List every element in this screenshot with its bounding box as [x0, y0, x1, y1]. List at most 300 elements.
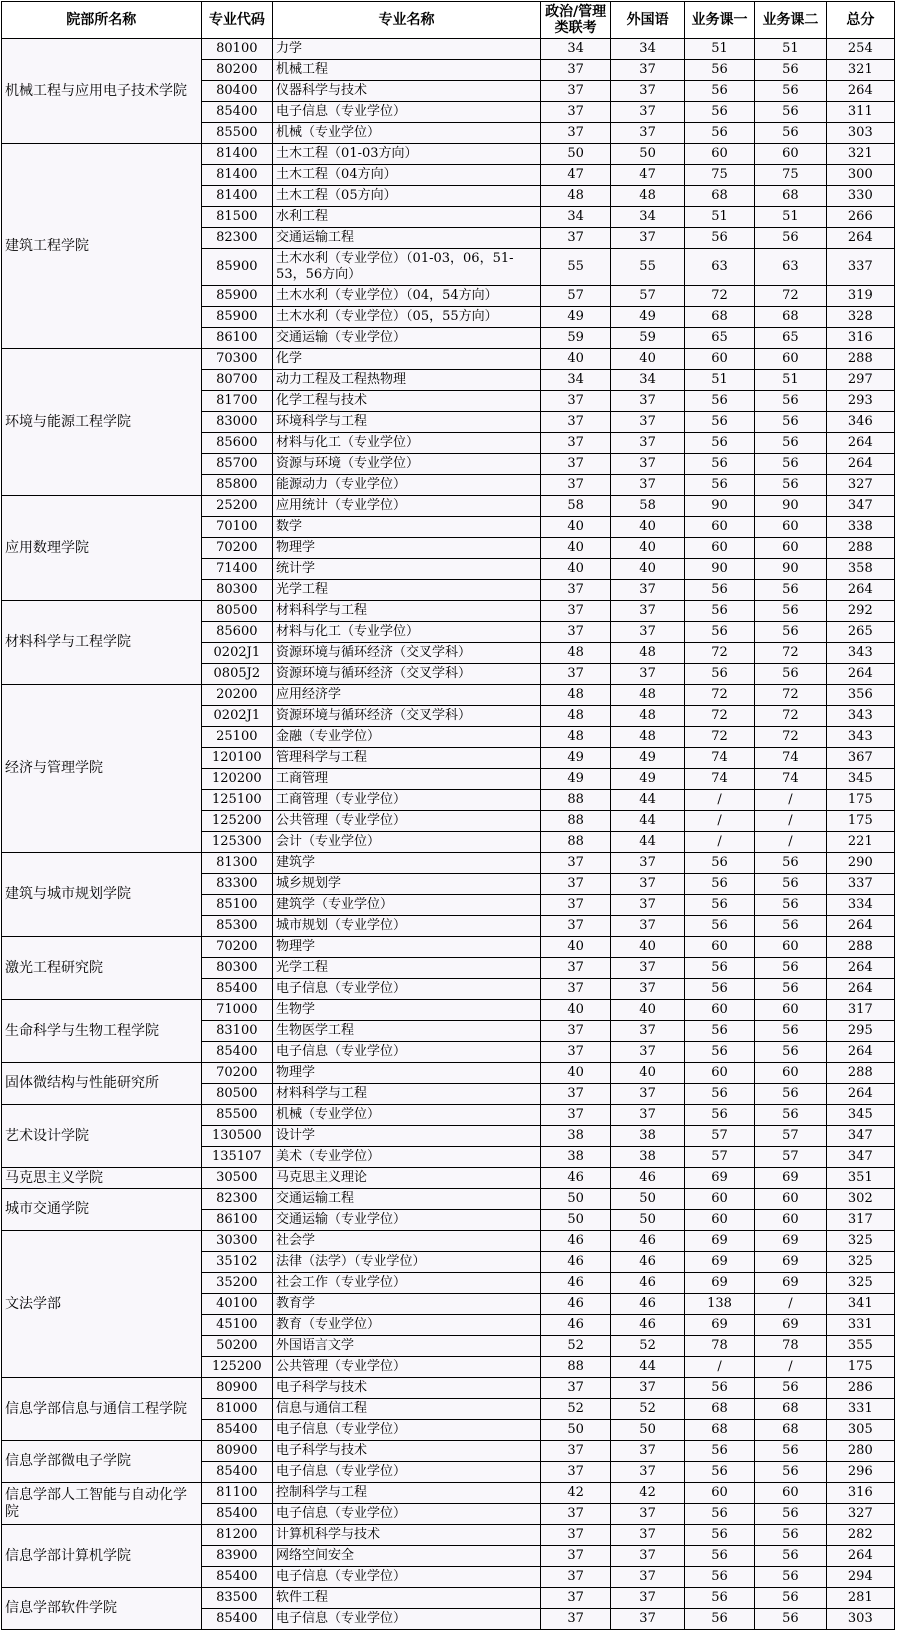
course2-cell: 60: [755, 937, 826, 958]
major-cell: 机械工程: [273, 60, 541, 81]
total-cell: 264: [826, 580, 894, 601]
politics-cell: 37: [540, 979, 610, 1000]
total-cell: 325: [826, 1252, 894, 1273]
course2-cell: 60: [755, 1483, 826, 1504]
total-cell: 296: [826, 1462, 894, 1483]
politics-cell: 37: [540, 874, 610, 895]
course2-cell: 68: [755, 307, 826, 328]
course2-cell: 65: [755, 328, 826, 349]
total-cell: 351: [826, 1168, 894, 1189]
major-cell: 资源环境与循环经济（交叉学科）: [273, 706, 541, 727]
foreign-cell: 37: [611, 580, 685, 601]
course2-cell: 56: [755, 664, 826, 685]
course1-cell: 65: [684, 328, 754, 349]
politics-cell: 37: [540, 601, 610, 622]
major-cell: 计算机科学与技术: [273, 1525, 541, 1546]
dept-cell: 建筑工程学院: [2, 144, 202, 349]
politics-cell: 37: [540, 454, 610, 475]
dept-cell: 信息学部软件学院: [2, 1588, 202, 1630]
course1-cell: 56: [684, 874, 754, 895]
code-cell: 85400: [201, 1609, 272, 1630]
course1-cell: 60: [684, 1210, 754, 1231]
politics-cell: 40: [540, 559, 610, 580]
total-cell: 294: [826, 1567, 894, 1588]
course2-cell: 56: [755, 1504, 826, 1525]
course2-cell: 72: [755, 685, 826, 706]
course2-cell: 60: [755, 1189, 826, 1210]
dept-cell: 信息学部计算机学院: [2, 1525, 202, 1588]
course1-cell: 56: [684, 958, 754, 979]
course1-cell: 60: [684, 538, 754, 559]
code-cell: 83900: [201, 1546, 272, 1567]
dept-cell: 生命科学与生物工程学院: [2, 1000, 202, 1063]
foreign-cell: 34: [611, 39, 685, 60]
major-cell: 土木水利（专业学位）（04，54方向）: [273, 286, 541, 307]
code-cell: 71000: [201, 1000, 272, 1021]
course2-cell: 56: [755, 853, 826, 874]
major-cell: 管理科学与工程: [273, 748, 541, 769]
course2-cell: 60: [755, 538, 826, 559]
course2-cell: 74: [755, 748, 826, 769]
politics-cell: 37: [540, 895, 610, 916]
dept-cell: 信息学部微电子学院: [2, 1441, 202, 1483]
politics-cell: 49: [540, 307, 610, 328]
course2-cell: 90: [755, 559, 826, 580]
major-cell: 土木工程（01-03方向）: [273, 144, 541, 165]
major-cell: 社会学: [273, 1231, 541, 1252]
total-cell: 347: [826, 1147, 894, 1168]
course1-cell: 56: [684, 580, 754, 601]
course2-cell: 68: [755, 1420, 826, 1441]
course1-cell: 72: [684, 706, 754, 727]
code-cell: 81500: [201, 207, 272, 228]
course2-cell: 56: [755, 1462, 826, 1483]
politics-cell: 46: [540, 1294, 610, 1315]
course2-cell: 56: [755, 475, 826, 496]
major-cell: 电子信息（专业学位）: [273, 1609, 541, 1630]
header-code: 专业代码: [201, 2, 272, 39]
major-cell: 土木工程（04方向）: [273, 165, 541, 186]
code-cell: 82300: [201, 228, 272, 249]
course2-cell: 56: [755, 1609, 826, 1630]
table-row: [2, 144, 895, 165]
course1-cell: 56: [684, 1042, 754, 1063]
politics-cell: 40: [540, 517, 610, 538]
major-cell: 生物学: [273, 1000, 541, 1021]
foreign-cell: 52: [611, 1399, 685, 1420]
total-cell: 330: [826, 186, 894, 207]
code-cell: 125300: [201, 832, 272, 853]
course1-cell: 72: [684, 727, 754, 748]
code-cell: 86100: [201, 1210, 272, 1231]
major-cell: 能源动力（专业学位）: [273, 475, 541, 496]
code-cell: 70200: [201, 1063, 272, 1084]
course1-cell: 90: [684, 496, 754, 517]
code-cell: 125100: [201, 790, 272, 811]
foreign-cell: 37: [611, 102, 685, 123]
politics-cell: 37: [540, 102, 610, 123]
table-row: [2, 1105, 895, 1126]
course1-cell: 68: [684, 307, 754, 328]
total-cell: 347: [826, 496, 894, 517]
code-cell: 85400: [201, 1420, 272, 1441]
foreign-cell: 37: [611, 601, 685, 622]
politics-cell: 46: [540, 1231, 610, 1252]
foreign-cell: 34: [611, 207, 685, 228]
major-cell: 会计（专业学位）: [273, 832, 541, 853]
foreign-cell: 37: [611, 853, 685, 874]
total-cell: 264: [826, 958, 894, 979]
total-cell: 347: [826, 1126, 894, 1147]
header-foreign: 外国语: [611, 2, 685, 39]
course2-cell: 56: [755, 1105, 826, 1126]
course1-cell: 56: [684, 1462, 754, 1483]
code-cell: 86100: [201, 328, 272, 349]
code-cell: 80400: [201, 81, 272, 102]
course1-cell: 56: [684, 1504, 754, 1525]
course2-cell: 56: [755, 1567, 826, 1588]
politics-cell: 52: [540, 1399, 610, 1420]
course1-cell: 56: [684, 391, 754, 412]
code-cell: 130500: [201, 1126, 272, 1147]
code-cell: 81100: [201, 1483, 272, 1504]
foreign-cell: 37: [611, 664, 685, 685]
total-cell: 316: [826, 1483, 894, 1504]
total-cell: 175: [826, 1357, 894, 1378]
total-cell: 282: [826, 1525, 894, 1546]
total-cell: 331: [826, 1399, 894, 1420]
foreign-cell: 48: [611, 685, 685, 706]
major-cell: 资源环境与循环经济（交叉学科）: [273, 643, 541, 664]
total-cell: 325: [826, 1273, 894, 1294]
major-cell: 资源与环境（专业学位）: [273, 454, 541, 475]
code-cell: 85900: [201, 286, 272, 307]
foreign-cell: 37: [611, 433, 685, 454]
politics-cell: 37: [540, 1021, 610, 1042]
foreign-cell: 58: [611, 496, 685, 517]
code-cell: 35102: [201, 1252, 272, 1273]
politics-cell: 37: [540, 475, 610, 496]
course2-cell: 57: [755, 1147, 826, 1168]
major-cell: 金融（专业学位）: [273, 727, 541, 748]
course2-cell: 56: [755, 60, 826, 81]
foreign-cell: 37: [611, 1588, 685, 1609]
course2-cell: 56: [755, 1441, 826, 1462]
politics-cell: 48: [540, 727, 610, 748]
code-cell: 80300: [201, 580, 272, 601]
politics-cell: 37: [540, 1042, 610, 1063]
major-cell: 机械（专业学位）: [273, 1105, 541, 1126]
code-cell: 85600: [201, 622, 272, 643]
table-row: [2, 1168, 895, 1189]
foreign-cell: 37: [611, 916, 685, 937]
major-cell: 电子科学与技术: [273, 1441, 541, 1462]
code-cell: 50200: [201, 1336, 272, 1357]
foreign-cell: 46: [611, 1231, 685, 1252]
table-row: [2, 1189, 895, 1210]
foreign-cell: 37: [611, 1378, 685, 1399]
course2-cell: 63: [755, 249, 826, 286]
course1-cell: 56: [684, 601, 754, 622]
code-cell: 125200: [201, 811, 272, 832]
course2-cell: 56: [755, 1084, 826, 1105]
foreign-cell: 38: [611, 1126, 685, 1147]
foreign-cell: 37: [611, 228, 685, 249]
politics-cell: 40: [540, 1000, 610, 1021]
dept-cell: 应用数理学院: [2, 496, 202, 601]
politics-cell: 46: [540, 1168, 610, 1189]
major-cell: 公共管理（专业学位）: [273, 1357, 541, 1378]
foreign-cell: 37: [611, 60, 685, 81]
major-cell: 电子信息（专业学位）: [273, 1420, 541, 1441]
course1-cell: 51: [684, 207, 754, 228]
code-cell: 85300: [201, 916, 272, 937]
code-cell: 0202J1: [201, 706, 272, 727]
major-cell: 电子信息（专业学位）: [273, 979, 541, 1000]
major-cell: 动力工程及工程热物理: [273, 370, 541, 391]
course2-cell: 60: [755, 1000, 826, 1021]
header-row: [2, 2, 895, 39]
course1-cell: 74: [684, 769, 754, 790]
total-cell: 325: [826, 1231, 894, 1252]
course1-cell: 78: [684, 1336, 754, 1357]
foreign-cell: 37: [611, 1504, 685, 1525]
foreign-cell: 44: [611, 1357, 685, 1378]
major-cell: 建筑学: [273, 853, 541, 874]
major-cell: 土木工程（05方向）: [273, 186, 541, 207]
course1-cell: 56: [684, 1021, 754, 1042]
course1-cell: /: [684, 790, 754, 811]
total-cell: 311: [826, 102, 894, 123]
table-row: [2, 1483, 895, 1504]
course1-cell: 60: [684, 1063, 754, 1084]
code-cell: 83100: [201, 1021, 272, 1042]
major-cell: 环境科学与工程: [273, 412, 541, 433]
major-cell: 公共管理（专业学位）: [273, 811, 541, 832]
course2-cell: 69: [755, 1252, 826, 1273]
course2-cell: 56: [755, 81, 826, 102]
course2-cell: /: [755, 1294, 826, 1315]
total-cell: 358: [826, 559, 894, 580]
total-cell: 280: [826, 1441, 894, 1462]
code-cell: 85900: [201, 249, 272, 286]
major-cell: 化学: [273, 349, 541, 370]
total-cell: 264: [826, 979, 894, 1000]
foreign-cell: 44: [611, 832, 685, 853]
course1-cell: 56: [684, 81, 754, 102]
course2-cell: 56: [755, 454, 826, 475]
foreign-cell: 37: [611, 1609, 685, 1630]
foreign-cell: 37: [611, 454, 685, 475]
code-cell: 70200: [201, 538, 272, 559]
course2-cell: 51: [755, 370, 826, 391]
total-cell: 266: [826, 207, 894, 228]
course2-cell: 72: [755, 706, 826, 727]
foreign-cell: 48: [611, 727, 685, 748]
code-cell: 25200: [201, 496, 272, 517]
foreign-cell: 37: [611, 391, 685, 412]
foreign-cell: 50: [611, 1189, 685, 1210]
course2-cell: 68: [755, 1399, 826, 1420]
foreign-cell: 46: [611, 1294, 685, 1315]
code-cell: 20200: [201, 685, 272, 706]
dept-cell: 固体微结构与性能研究所: [2, 1063, 202, 1105]
foreign-cell: 37: [611, 123, 685, 144]
major-cell: 马克思主义理论: [273, 1168, 541, 1189]
major-cell: 应用统计（专业学位）: [273, 496, 541, 517]
major-cell: 机械（专业学位）: [273, 123, 541, 144]
major-cell: 社会工作（专业学位）: [273, 1273, 541, 1294]
foreign-cell: 37: [611, 1525, 685, 1546]
code-cell: 80700: [201, 370, 272, 391]
politics-cell: 50: [540, 1189, 610, 1210]
dept-cell: 信息学部人工智能与自动化学院: [2, 1483, 202, 1525]
total-cell: 343: [826, 727, 894, 748]
code-cell: 45100: [201, 1315, 272, 1336]
course1-cell: 56: [684, 1546, 754, 1567]
total-cell: 321: [826, 60, 894, 81]
course2-cell: 56: [755, 412, 826, 433]
code-cell: 81700: [201, 391, 272, 412]
major-cell: 教育学: [273, 1294, 541, 1315]
course1-cell: 69: [684, 1168, 754, 1189]
foreign-cell: 37: [611, 874, 685, 895]
foreign-cell: 46: [611, 1273, 685, 1294]
course1-cell: 56: [684, 664, 754, 685]
politics-cell: 49: [540, 769, 610, 790]
table-row: [2, 1441, 895, 1462]
major-cell: 交通运输工程: [273, 228, 541, 249]
politics-cell: 37: [540, 1609, 610, 1630]
dept-cell: 马克思主义学院: [2, 1168, 202, 1189]
politics-cell: 37: [540, 1588, 610, 1609]
total-cell: 341: [826, 1294, 894, 1315]
politics-cell: 37: [540, 81, 610, 102]
course1-cell: 56: [684, 60, 754, 81]
course2-cell: /: [755, 811, 826, 832]
major-cell: 材料与化工（专业学位）: [273, 433, 541, 454]
politics-cell: 40: [540, 349, 610, 370]
politics-cell: 37: [540, 1462, 610, 1483]
major-cell: 物理学: [273, 937, 541, 958]
course1-cell: 69: [684, 1315, 754, 1336]
politics-cell: 37: [540, 1084, 610, 1105]
foreign-cell: 48: [611, 186, 685, 207]
header-dept: 院部所名称: [2, 2, 202, 39]
politics-cell: 40: [540, 538, 610, 559]
course1-cell: 51: [684, 39, 754, 60]
major-cell: 仪器科学与技术: [273, 81, 541, 102]
code-cell: 85400: [201, 1462, 272, 1483]
foreign-cell: 40: [611, 538, 685, 559]
course1-cell: 56: [684, 1588, 754, 1609]
course1-cell: 72: [684, 286, 754, 307]
foreign-cell: 38: [611, 1147, 685, 1168]
course1-cell: 56: [684, 412, 754, 433]
course2-cell: 56: [755, 1378, 826, 1399]
major-cell: 电子信息（专业学位）: [273, 1462, 541, 1483]
total-cell: 338: [826, 517, 894, 538]
politics-cell: 57: [540, 286, 610, 307]
total-cell: 355: [826, 1336, 894, 1357]
total-cell: 288: [826, 1063, 894, 1084]
course2-cell: 56: [755, 1546, 826, 1567]
major-cell: 光学工程: [273, 580, 541, 601]
course1-cell: 56: [684, 1567, 754, 1588]
foreign-cell: 50: [611, 144, 685, 165]
politics-cell: 48: [540, 186, 610, 207]
total-cell: 356: [826, 685, 894, 706]
code-cell: 0202J1: [201, 643, 272, 664]
dept-cell: 城市交通学院: [2, 1189, 202, 1231]
table-row: [2, 937, 895, 958]
course2-cell: 69: [755, 1231, 826, 1252]
course1-cell: 63: [684, 249, 754, 286]
course1-cell: 90: [684, 559, 754, 580]
major-cell: 设计学: [273, 1126, 541, 1147]
foreign-cell: 37: [611, 81, 685, 102]
code-cell: 80100: [201, 39, 272, 60]
code-cell: 81300: [201, 853, 272, 874]
course2-cell: 56: [755, 958, 826, 979]
code-cell: 71400: [201, 559, 272, 580]
politics-cell: 37: [540, 916, 610, 937]
course2-cell: 60: [755, 1210, 826, 1231]
code-cell: 85400: [201, 979, 272, 1000]
course2-cell: 57: [755, 1126, 826, 1147]
total-cell: 345: [826, 1105, 894, 1126]
total-cell: 346: [826, 412, 894, 433]
major-cell: 信息与通信工程: [273, 1399, 541, 1420]
total-cell: 175: [826, 790, 894, 811]
table-row: [2, 1000, 895, 1021]
course2-cell: 56: [755, 391, 826, 412]
total-cell: 316: [826, 328, 894, 349]
foreign-cell: 37: [611, 1021, 685, 1042]
code-cell: 30300: [201, 1231, 272, 1252]
table-row: [2, 685, 895, 706]
politics-cell: 38: [540, 1126, 610, 1147]
major-cell: 土木水利（专业学位）（05，55方向）: [273, 307, 541, 328]
total-cell: 303: [826, 1609, 894, 1630]
total-cell: 297: [826, 370, 894, 391]
code-cell: 85500: [201, 1105, 272, 1126]
total-cell: 302: [826, 1189, 894, 1210]
course1-cell: 69: [684, 1252, 754, 1273]
course1-cell: 138: [684, 1294, 754, 1315]
total-cell: 328: [826, 307, 894, 328]
major-cell: 交通运输工程: [273, 1189, 541, 1210]
course1-cell: 56: [684, 123, 754, 144]
foreign-cell: 47: [611, 165, 685, 186]
foreign-cell: 55: [611, 249, 685, 286]
dept-cell: 环境与能源工程学院: [2, 349, 202, 496]
politics-cell: 50: [540, 144, 610, 165]
politics-cell: 47: [540, 165, 610, 186]
total-cell: 321: [826, 144, 894, 165]
course2-cell: 90: [755, 496, 826, 517]
foreign-cell: 37: [611, 958, 685, 979]
total-cell: 334: [826, 895, 894, 916]
politics-cell: 46: [540, 1273, 610, 1294]
foreign-cell: 52: [611, 1336, 685, 1357]
header-major: 专业名称: [273, 2, 541, 39]
course2-cell: 60: [755, 1063, 826, 1084]
course1-cell: 72: [684, 643, 754, 664]
course1-cell: 60: [684, 1000, 754, 1021]
course2-cell: 56: [755, 1021, 826, 1042]
code-cell: 70100: [201, 517, 272, 538]
